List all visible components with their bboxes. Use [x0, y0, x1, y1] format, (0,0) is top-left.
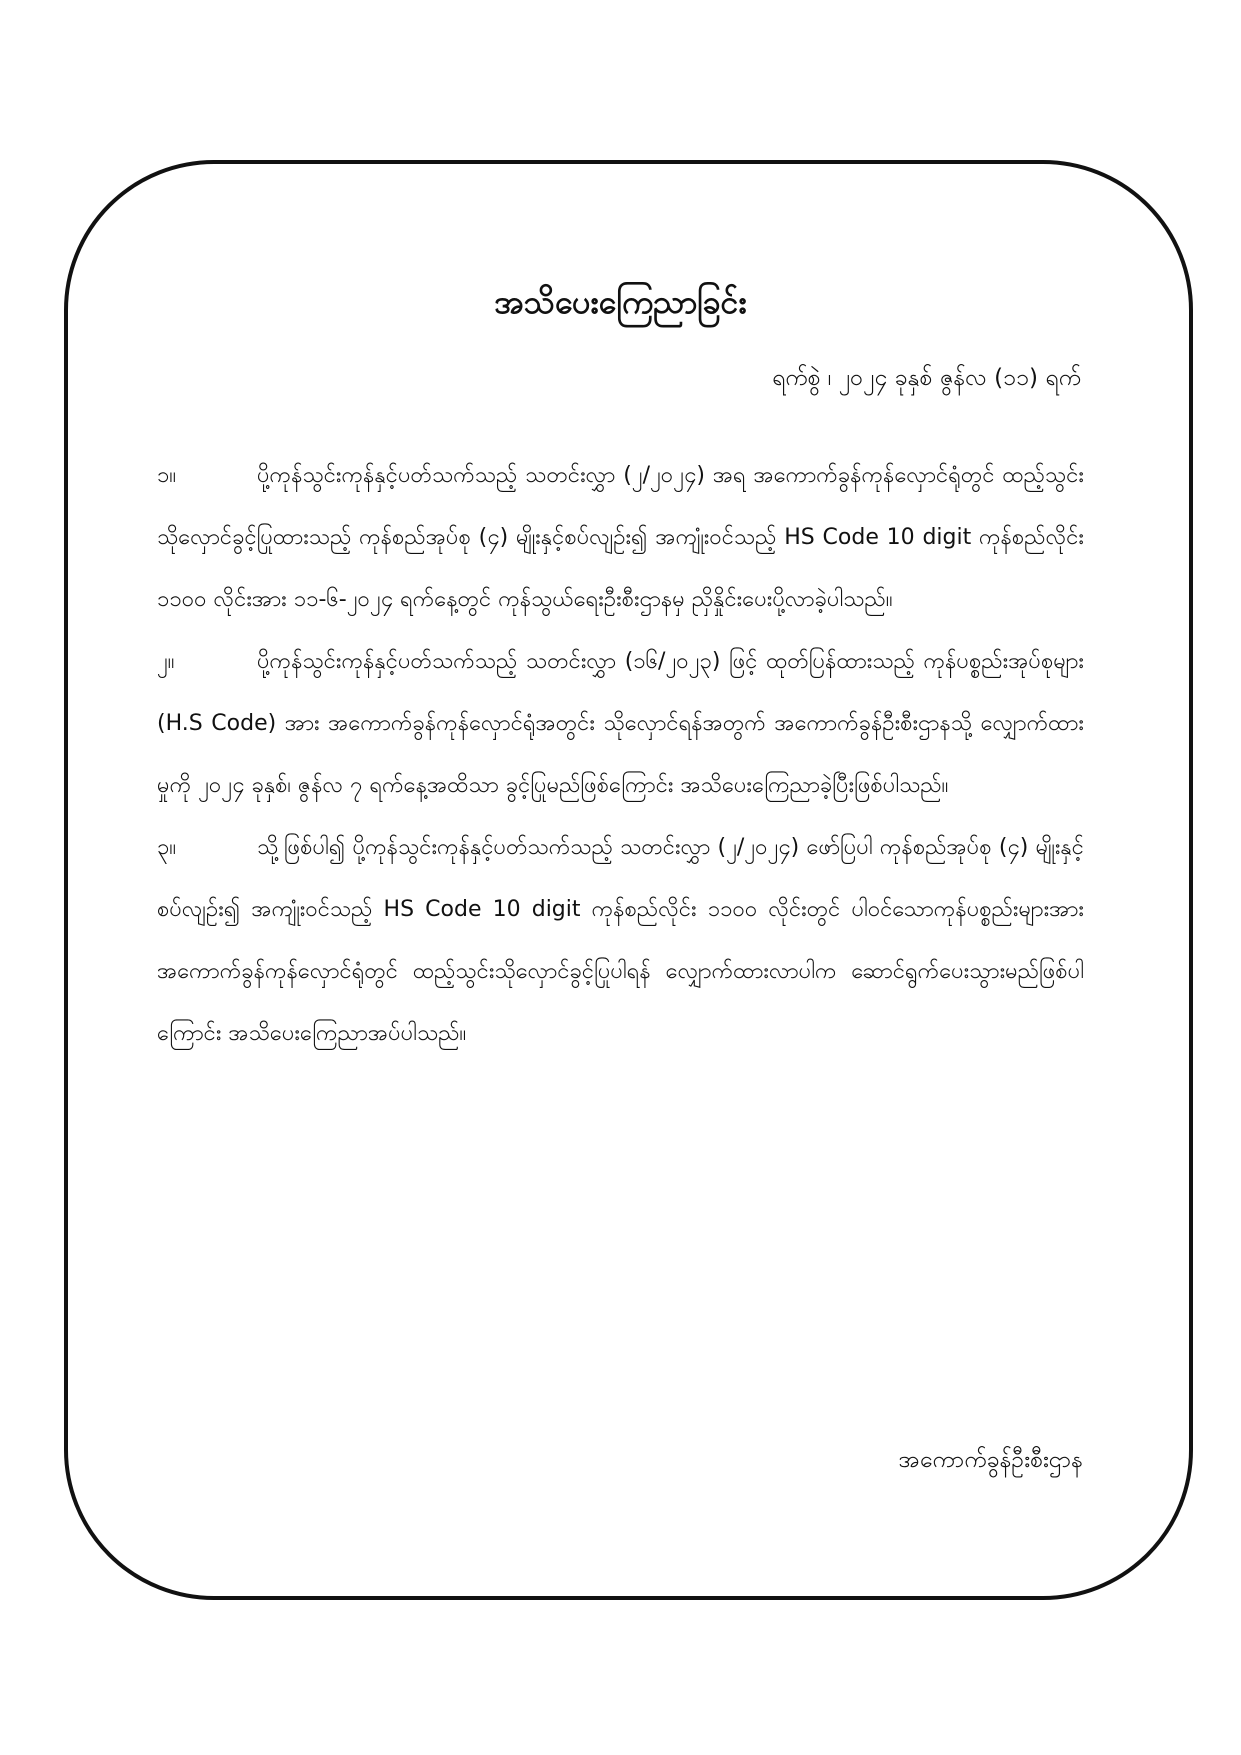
paragraph-text: ပို့ကုန်သွင်းကုန်နှင့်ပတ်သက်သည့် သတင်းလွှာ (၁၆/၂၀၂၃) ဖြင့် ထုတ်ပြန်ထားသည့် ကုန်ပစ္စည်းအုပ်စုများ (H.S Code) အား အကောက်ခွန်ကုန်လှောင်ရုံအတွင်း သိုလှောင်ရန်အတွက် အကောက်ခွန်ဦးစီးဌာနသို့ လျှောက်ထားမှုကို ၂၀၂၄ ခုနှစ်၊ ဇွန်လ ၇ ရက်နေ့အထိသာ ခွင့်ပြုမည်ဖြစ်ကြောင်း အသိပေးကြေညာခဲ့ပြီးဖြစ်ပါသည်။: [157, 649, 1084, 798]
paragraph-text: ပို့ကုန်သွင်းကုန်နှင့်ပတ်သက်သည့် သတင်းလွှာ (၂/၂၀၂၄) အရ အကောက်ခွန်ကုန်လှောင်ရုံတွင် ထည့်သွင်းသိုလှောင်ခွင့်ပြုထားသည့် ကုန်စည်အုပ်စု (၄) မျိုးနှင့်စပ်လျဉ်း၍ အကျုံးဝင်သည့် HS Code 10 digit ကုန်စည်လိုင်း ၁၁၀၀ လိုင်းအား ၁၁-၆-၂၀၂၄ ရက်နေ့တွင် ကုန်သွယ်ရေးဦးစီးဌာနမှ ညှိနှိုင်းပေးပို့လာခဲ့ပါသည်။: [157, 463, 1084, 612]
paragraph-1: [157, 445, 1084, 631]
notice-date: ရက်စွဲ ၊ ၂၀၂၄ ခုနှစ် ဇွန်လ (၁၁) ရက်: [771, 365, 1081, 391]
paragraph-2: [157, 631, 1084, 817]
notice-title: အသိပေးကြေညာခြင်း: [494, 283, 747, 321]
paragraph-3: [157, 817, 1084, 1065]
paragraph-number: ၁။: [157, 463, 177, 488]
paragraph-number: ၂။: [157, 649, 175, 674]
paragraph-text: သို့ဖြစ်ပါ၍ ပို့ကုန်သွင်းကုန်နှင့်ပတ်သက်သည့် သတင်းလွှာ (၂/၂၀၂၄) ဖော်ပြပါ ကုန်စည်အုပ်စု (၄) မျိုးနှင့်စပ်လျဉ်း၍ အကျုံးဝင်သည့် HS Code 10 digit ကုန်စည်လိုင်း ၁၁၀၀ လိုင်းတွင် ပါဝင်သောကုန်ပစ္စည်းများအား အကောက်ခွန်ကုန်လှောင်ရုံတွင် ထည့်သွင်းသိုလှောင်ခွင့်ပြုပါရန် လျှောက်ထားလာပါက ဆောင်ရွက်ပေးသွားမည်ဖြစ်ပါကြောင်း အသိပေးကြေညာအပ်ပါသည်။: [157, 835, 1084, 1046]
issuer-signature: အကောက်ခွန်ဦးစီးဌာန: [898, 1447, 1083, 1473]
notice-body: [157, 445, 1084, 1065]
paragraph-number: ၃။: [157, 835, 177, 860]
